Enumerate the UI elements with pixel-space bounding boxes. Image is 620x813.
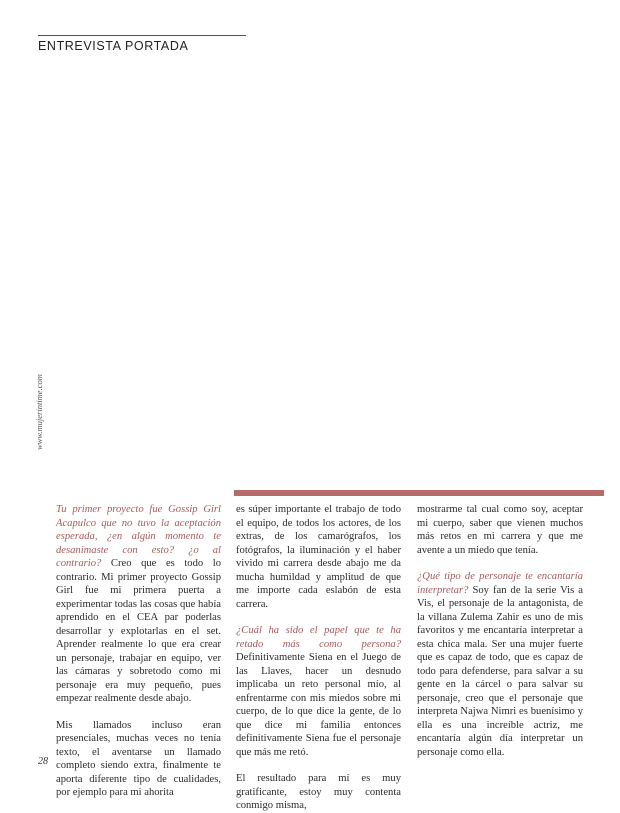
interview-answer: Creo que es todo lo contrario. Mi primer proyecto Gossip Girl fue mi primera puerta a experimentar todas las cosas que había aprendido en el CEA par poderlas desarrollar y explotarlas en el set. Aprender realmente lo que era crear un personaje, trabajar en equipo, ver las cámaras y sobretodo como mi personaje era muy pequeño, pues empezar realmente desde abajo. <box>56 558 221 704</box>
accent-bar <box>234 490 604 496</box>
paragraph-3: El resultado para mí es muy gratificante, estoy muy contenta conmigo misma, <box>236 773 401 811</box>
paragraph-1: es súper importante el trabajo de todo el equipo, de todos los actores, de los extras, de los camarógrafos, los fotógrafos, la iluminación y el haber vivido mi carrera desde abajo me da mucha humildad y amplitud de que me importe cada eslabón de esta carrera. <box>236 504 401 610</box>
paragraph-1 <box>56 503 221 706</box>
interview-question: ¿Qué tipo de personaje te encantaría interpretar? <box>417 571 583 596</box>
text-column-2 <box>236 503 401 813</box>
interview-question: ¿Cuál ha sido el papel que te ha retado más como persona? <box>236 625 401 650</box>
paragraph-2: Mis llamados incluso eran presenciales, muchas veces no tenía texto, el aventarse un llamado completo siendo extra, finalmente te aporta diferente tipo de cualidades, por ejemplo para mi ahorita <box>56 719 221 798</box>
side-url: www.mujerintime.com <box>34 374 44 450</box>
text-column-3 <box>417 503 583 759</box>
interview-question: Tu primer proyecto fue Gossip Girl Acapulco que no tuvo la aceptación esperada, ¿en algún momento te desanimaste con esto? ¿o al contrario? <box>56 504 221 569</box>
paragraph-1: mostrarme tal cual como soy, aceptar mi cuerpo, saber que vienen muchos más retos en mi carrera y que me avente a un miedo que tenía. <box>417 504 583 556</box>
section-label: ENTREVISTA PORTADA <box>38 39 189 53</box>
paragraph-2 <box>236 624 401 759</box>
text-column-1 <box>56 503 221 800</box>
interview-answer: Soy fan de la serie Vis a Vis, el personaje de la antagonista, de la villana Zulema Zahir es uno de mis favoritos y me encantaría interpretar a esta chica mala. Ser una mujer fuerte que es capaz de todo, que es capaz de todo para defenderse, para salvar a su gente en la cárcel o para salvar su personaje, creo que el personaje que interpreta Najwa Nimri es buenísimo y ella es una increíble actriz, me encantaría algún día interpretar un personaje como ella. <box>417 584 583 758</box>
page-number: 28 <box>38 756 48 767</box>
section-rule <box>38 35 246 36</box>
paragraph-2 <box>417 570 583 759</box>
interview-answer: Definitivamente Siena en el Juego de las Llaves, hacer un desnudo implicaba un reto personal mío, al enfrentarme con mis miedos sobre mi cuerpo, de lo que dice la gente, de lo que dice mi familia entonces definitivamente Siena fue el personaje que más me retó. <box>236 652 401 758</box>
